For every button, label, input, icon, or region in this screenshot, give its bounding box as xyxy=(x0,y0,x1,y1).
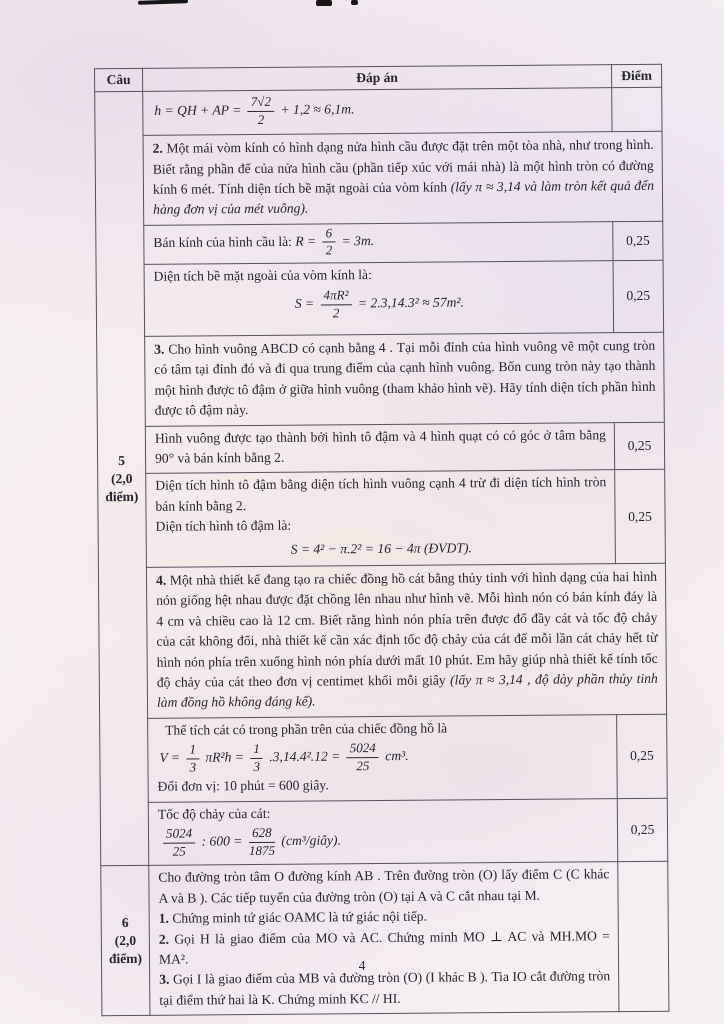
scan-artifact xyxy=(351,0,358,5)
answer-cell xyxy=(143,88,612,136)
table-row xyxy=(100,798,667,866)
score-cell xyxy=(618,862,669,1012)
formula-h: h = QH + AP = $\frac{7√2}{2}$ + 1,2 ≈ 6,1m. xyxy=(154,94,355,127)
answer-key-table xyxy=(94,64,669,1017)
formula-shaded: S = 4² − π.2² = 16 − 4π (ĐVDT). xyxy=(290,539,472,557)
fraction: $\frac{1}{3}$ xyxy=(186,743,199,775)
question-points: (2,0 điểm) xyxy=(105,470,139,504)
question-5-label xyxy=(95,92,149,866)
column-header-cau: Câu xyxy=(95,68,143,92)
score-cell: 0,25 xyxy=(613,221,663,261)
statement-3: 3. Cho hình vuông ABCD có cạnh bằng 4 . Tại mỗi đỉnh của hình vuông vẽ một cung tròn có tâm tại đỉnh đó và đi qua trung điểm của cạnh hình vuông. Bốn cung tròn này tạo thành một hình được tô đậm ở giữa hình vuông (tham khảo hình vẽ). Hãy tính diện tích phần hình được tô đậm này. xyxy=(145,332,665,426)
column-header-diem: Điểm xyxy=(611,64,661,88)
formula-volume: V = $\frac{1}{3}$ πR²h = $\frac{1}{3}$ .3,14.4².12 = $\frac{5024}{25}$ cm³. xyxy=(159,740,409,775)
q6-item-3: 3. Gọi I là giao điểm của MB và đường tròn (O) (I khác B ). Tia IO cắt đường tròn tại điểm thứ hai là K. Chứng minh KC // HI. xyxy=(159,968,611,1008)
statement-2: 2. Một mái vòm kính có hình dạng nửa hình cầu được đặt trên một tòa nhà, như trong hình. Biết rằng phần đế của nửa hình cầu (phần tiếp xúc với mái nhà) là một hình tròn có đường kính 6 mét. Tính diện tích bề mặt ngoài của vòm kính (lấy π ≈ 3,14 và làm tròn kết quả đến hàng đơn vị của mét vuông). xyxy=(143,132,663,226)
table-row xyxy=(95,88,662,136)
table-row xyxy=(97,422,664,474)
formula-rate: $\frac{5024}{25}$ : 600 = $\frac{628}{1875}$ (cm³/giây). xyxy=(160,823,609,859)
question-number: 6 xyxy=(121,915,129,931)
answer-cell: Diện tích bề mặt ngoài của vòm kính là: S = $\frac{\text{4πR²}}{2}$ = 2.3,14.3² ≈ 57m². xyxy=(144,261,614,337)
table-row xyxy=(97,332,665,426)
table-row xyxy=(96,260,664,336)
scan-artifact xyxy=(138,0,188,5)
question-6-label xyxy=(101,866,150,1016)
score-cell: 0,25 xyxy=(615,470,666,564)
score-cell: 0,25 xyxy=(617,714,668,798)
fraction: $\frac{5024}{25}$ xyxy=(347,741,379,774)
table-row xyxy=(101,862,669,1016)
q6-item-1: 1. Chứng minh tứ giác OAMC là tứ giác nội tiếp. xyxy=(158,908,428,926)
fraction: $\frac{\text{4πR²}}{2}$ xyxy=(320,289,351,321)
question-6-statement: Cho đường tròn tâm O đường kính AB . Trên đường tròn (O) lấy điểm C (C khác A và B ). Các tiếp tuyến của đường tròn (O) tại A và C cắt nhau tại M. 1. Chứng minh tứ giác OAMC là tứ giác nội tiếp. 2. Gọi H là giao điểm của MO và AC. Chứng minh MO ⊥ AC và MH.MO = MA². 3. Gọi I là giao điểm của MB và đường tròn (O) (I khác B ). Tia IO cắt đường tròn tại điểm thứ hai là K. Chứng minh KC // HI. xyxy=(149,862,619,1015)
answer-cell: Diện tích hình tô đậm bằng diện tích hình vuông cạnh 4 trừ đi diện tích hình tròn bán kính bằng 2. Diện tích hình tô đậm là: S = 4² − π.2² = 16 − 4π (ĐVDT). xyxy=(146,470,616,567)
table-row xyxy=(100,714,668,802)
statement-4: 4. Một nhà thiết kế đang tạo ra chiếc đồng hồ cát bằng thủy tinh với hình dạng của hai hình nón giống hệt nhau được đặt chồng lên nhau như hình vẽ. Mỗi hình nón có bán kính đáy là 4 cm và chiều cao là 12 cm. Biết rằng hình nón phía trên được đổ đầy cát và tốc độ chảy của cát không đổi, nhà thiết kế cần xác định tốc độ chảy của cát để mỗi lần cát chảy hết từ hình nón phía trên xuống hình nón phía dưới mất 10 phút. Em hãy giúp nhà thiết kế tính tốc độ chảy của cát theo đơn vị centimet khối mỗi giây (lấy π ≈ 3,14 , độ dày phần thủy tinh làm đồng hồ không đáng kể). xyxy=(146,563,666,718)
fraction: $\frac{6}{2}$ xyxy=(323,226,336,258)
table-row xyxy=(96,221,663,265)
answer-cell: Thể tích cát có trong phần trên của chiếc đồng hồ là V = $\frac{1}{3}$ πR²h = $\frac{1}{3}$ .3,14.4².12 = $\frac{5024}{25}$ cm³. Đổi đơn vị: 10 phút = 600 giây. xyxy=(148,714,618,802)
table-row xyxy=(98,470,666,568)
answer-cell: Hình vuông được tạo thành bởi hình tô đậm và 4 hình quạt có có góc ở tâm bằng 90° và bán kính bằng 2. xyxy=(145,422,614,473)
answer-cell: Tốc độ chảy của cát: $\frac{5024}{25}$ : 600 = $\frac{628}{1875}$ (cm³/giây). xyxy=(148,798,617,865)
table-row xyxy=(95,132,663,226)
formula-surface: S = $\frac{\text{4πR²}}{2}$ = 2.3,14.3² ≈ 57m². xyxy=(294,287,464,321)
score-cell: 0,25 xyxy=(617,798,667,862)
page-number: 4 xyxy=(358,958,366,973)
q6-item-2: 2. Gọi H là giao điểm của MO và AC. Chứng minh MO ⊥ AC và MH.MO = MA². xyxy=(158,927,610,967)
score-cell xyxy=(612,88,662,132)
fraction: $\frac{1}{3}$ xyxy=(250,742,263,774)
question-points: (2,0 điểm) xyxy=(108,932,143,966)
answer-key-sheet xyxy=(94,64,669,1017)
scan-artifact xyxy=(316,0,332,6)
table-row xyxy=(98,563,666,718)
fraction: $\frac{5024}{25}$ xyxy=(163,827,195,860)
score-cell: 0,25 xyxy=(614,422,664,470)
column-header-dapan: Đáp án xyxy=(143,65,612,92)
fraction: $\frac{7√2}{2}$ xyxy=(248,95,274,127)
fraction: $\frac{628}{1875}$ xyxy=(248,824,276,858)
answer-cell: Bán kính của hình cầu là: R = $\frac{6}{2}$ = 3m. xyxy=(144,221,613,264)
question-number: 5 xyxy=(118,453,126,469)
score-cell: 0,25 xyxy=(613,260,664,332)
formula-radius: R = $\frac{6}{2}$ = 3m. xyxy=(295,225,375,258)
